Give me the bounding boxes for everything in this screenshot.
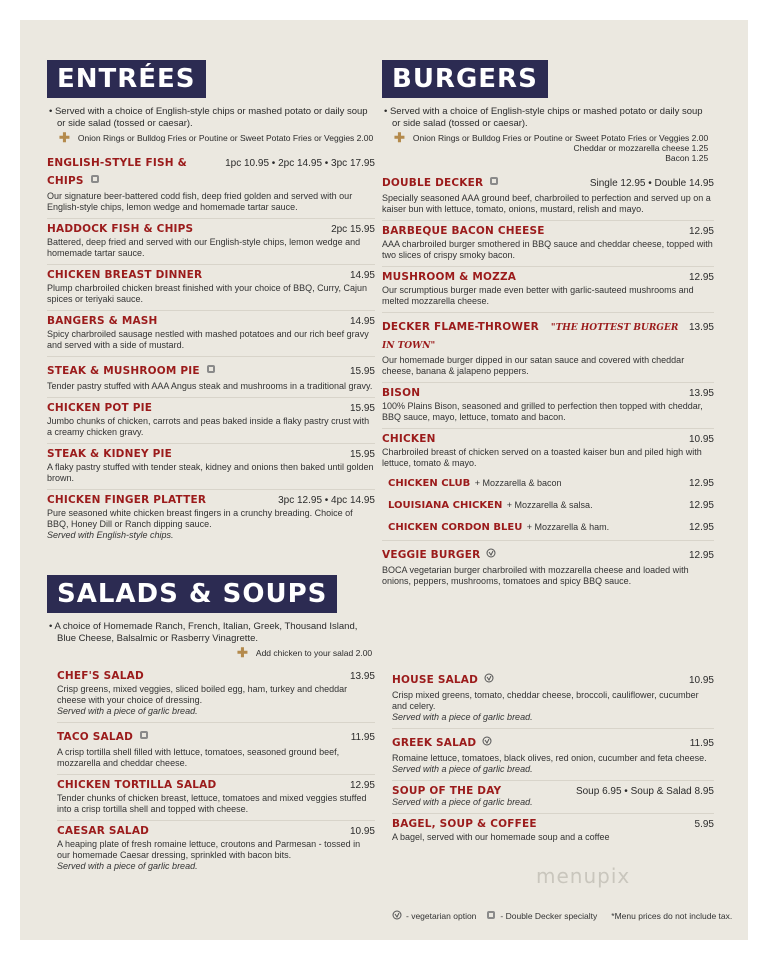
- item-note: Served with a piece of garlic bread.: [57, 861, 198, 872]
- plus-icon: ✚: [59, 130, 70, 145]
- item-name: CHICKEN: [382, 433, 436, 446]
- item-desc: BOCA vegetarian burger charbroiled with mozzarella cheese and loaded with onions, peppers, mushrooms, tomatoes and spicy BBQ sauce.: [382, 565, 689, 587]
- sub-item-desc: + Mozzarella & bacon: [474, 478, 562, 489]
- item-price: 12.95: [688, 272, 714, 284]
- list-item: [47, 311, 375, 357]
- item-desc: Our signature beer-battered codd fish, deep fried golden and served with our English-style chips, lemon wedge and homemade tartar sauce.: [47, 191, 353, 213]
- item-desc: Pure seasoned white chicken breast fingers in a crunchy breading. Choice of BBQ, Honey Dill or Ranch dipping sauce.: [47, 508, 353, 530]
- entrees-intro: [47, 106, 375, 143]
- entrees-intro-line1: • Served with a choice of English-style chips or mashed potato or daily soup: [49, 106, 368, 117]
- vegetarian-icon: [482, 733, 492, 751]
- item-desc: Tender pastry stuffed with AAA Angus steak and mushrooms in a traditional gravy.: [47, 381, 373, 392]
- list-item: [47, 149, 375, 219]
- item-price: 2pc 15.95: [331, 224, 375, 236]
- item-name: GREEK SALAD: [392, 737, 477, 750]
- plus-icon: ✚: [394, 130, 405, 145]
- item-name: DECKER FLAME-THROWER: [382, 321, 539, 334]
- item-note: Served with a piece of garlic bread.: [392, 764, 533, 775]
- sub-item: [382, 473, 714, 491]
- item-desc: Our scrumptious burger made even better with garlic-sauteed mushrooms and melted mozzarella cheese.: [382, 285, 694, 307]
- item-name: CHEF'S SALAD: [57, 670, 144, 682]
- item-name: CHICKEN POT PIE: [47, 402, 153, 415]
- item-price: Single 12.95 • Double 14.95: [589, 178, 714, 190]
- item-price: 10.95: [688, 434, 714, 446]
- salads-intro-line1: • A choice of Homemade Ranch, French, Italian, Greek, Thousand Island,: [49, 621, 358, 632]
- item-price: 1pc 10.95 • 2pc 14.95 • 3pc 17.95: [225, 158, 375, 169]
- list-item: [392, 781, 714, 814]
- legend: [392, 910, 732, 922]
- item-price: 15.95: [349, 449, 375, 461]
- sub-item-price: 12.95: [688, 500, 714, 512]
- item-desc: AAA charbroiled burger smothered in BBQ sauce and cheddar cheese, topped with two slices of crispy smoky bacon.: [382, 239, 713, 261]
- list-item: [382, 541, 714, 592]
- list-item: [47, 219, 375, 265]
- burgers-intro-line2: or side salad (tossed or caesar).: [392, 118, 528, 129]
- entrees-list: [47, 149, 375, 546]
- salads-intro-line2: Blue Cheese, Balsalmic or Rasberry Vinagrette.: [57, 633, 259, 644]
- item-desc: Specially seasoned AAA ground beef, charbroiled to perfection and served up on a kaiser bun with lettuce, tomato, onions, mustard, relish and mayo.: [382, 193, 711, 215]
- item-tagline: "THE HOTTEST BURGER IN TOWN": [382, 323, 679, 352]
- list-item: [57, 775, 375, 821]
- sub-item-desc: + Mozzarella & salsa.: [506, 500, 593, 511]
- sub-item-desc: + Mozzarella & ham.: [526, 522, 610, 533]
- item-name: HADDOCK FISH & CHIPS: [47, 223, 194, 236]
- item-price: 13.95: [688, 388, 714, 400]
- item-desc: Tender chunks of chicken breast, lettuce, tomatoes and mixed veggies stuffed into a crisp tortilla shell and topped with cheese.: [57, 793, 367, 815]
- sub-item-name: LOUISIANA CHICKEN: [388, 500, 503, 512]
- sub-item-price: 12.95: [688, 478, 714, 490]
- item-name: BANGERS & MASH: [47, 315, 158, 328]
- item-name: BAGEL, SOUP & COFFEE: [392, 818, 537, 831]
- double-decker-icon: [90, 171, 100, 189]
- burgers-extras: [382, 130, 714, 163]
- item-desc: Crisp mixed greens, tomato, cheddar cheese, broccoli, cauliflower, cucumber and celery.: [392, 690, 699, 712]
- list-item: [382, 267, 714, 313]
- item-name: BISON: [382, 387, 421, 400]
- item-name: DOUBLE DECKER: [382, 177, 484, 190]
- item-desc: Spicy charbroiled sausage nestled with mashed potatoes and our rich beef gravy and served with a side of mustard.: [47, 329, 369, 351]
- item-price: 10.95: [688, 675, 714, 687]
- list-item: [392, 666, 714, 729]
- burgers-title: BURGERS: [382, 60, 548, 98]
- item-desc: Battered, deep fried and served with our English-style chips, lemon wedge and homemade tartar sauce.: [47, 237, 361, 259]
- item-price: 14.95: [349, 270, 375, 282]
- item-price: 14.95: [349, 316, 375, 328]
- entrees-extras-text: Onion Rings or Bulldog Fries or Poutine or Sweet Potato Fries or Veggies 2.00: [77, 133, 374, 143]
- salads-intro: [47, 621, 377, 658]
- list-item: [47, 398, 375, 444]
- list-item: [382, 221, 714, 267]
- salads-extras-text: Add chicken to your salad 2.00: [255, 648, 373, 658]
- item-price: 13.95: [349, 671, 375, 682]
- list-item: [47, 357, 375, 398]
- plus-icon: ✚: [237, 645, 248, 660]
- list-item: [392, 729, 714, 781]
- legend-vegetarian: - vegetarian option: [406, 911, 477, 921]
- item-note: Served with a piece of garlic bread.: [392, 797, 533, 808]
- burgers-section: [382, 60, 714, 592]
- burgers-extras-bacon: Bacon 1.25: [665, 153, 709, 163]
- item-desc: Jumbo chunks of chicken, carrots and peas baked inside a flaky pastry crust with a creamy chicken gravy.: [47, 416, 370, 438]
- legend-double-decker: - Double Decker specialty: [500, 911, 598, 921]
- sub-item-price: 12.95: [688, 522, 714, 534]
- legend-tax-note: *Menu prices do not include tax.: [611, 911, 733, 921]
- entrees-extras: [47, 130, 375, 145]
- double-decker-icon: [489, 173, 499, 191]
- item-desc: Charbroiled breast of chicken served on a toasted kaiser bun and piled high with lettuce, tomato & mayo.: [382, 447, 702, 469]
- double-decker-icon: [206, 361, 216, 379]
- burgers-intro-line1: • Served with a choice of English-style chips or mashed potato or daily soup: [384, 106, 703, 117]
- double-decker-icon: [139, 727, 149, 745]
- burgers-list: [382, 169, 714, 592]
- sub-item-name: CHICKEN CORDON BLEU: [388, 522, 523, 534]
- item-name: STEAK & KIDNEY PIE: [47, 448, 172, 461]
- salads-header: [47, 575, 377, 658]
- item-name: MUSHROOM & MOZZA: [382, 271, 517, 284]
- vegetarian-icon: [392, 910, 402, 922]
- item-desc: Romaine lettuce, tomatoes, black olives, red onion, cucumber and feta cheese.: [392, 753, 707, 764]
- item-note: Served with a piece of garlic bread.: [57, 706, 198, 716]
- vegetarian-icon: [484, 670, 494, 688]
- list-item: [57, 666, 375, 723]
- item-name: VEGGIE BURGER: [382, 549, 481, 562]
- salads-extras: [47, 645, 377, 660]
- item-name: CAESAR SALAD: [57, 825, 150, 838]
- item-desc: Our homemade burger dipped in our satan sauce and covered with cheddar cheese, banana & jalapeno peppers.: [382, 355, 685, 377]
- entrees-intro-line2: or side salad (tossed or caesar).: [57, 118, 193, 129]
- sub-item: [382, 495, 714, 513]
- item-price: 12.95: [688, 550, 714, 562]
- item-note: Served with a piece of garlic bread.: [392, 712, 533, 723]
- item-name: SOUP OF THE DAY: [392, 785, 502, 798]
- item-desc: A heaping plate of fresh romaine lettuce, croutons and Parmesan - tossed in our homemade Caesar dressing, sprinkled with bacon bits.: [57, 839, 361, 861]
- list-item: [57, 723, 375, 775]
- item-price: 15.95: [349, 366, 375, 378]
- item-price: 10.95: [349, 826, 375, 838]
- list-item: [382, 383, 714, 429]
- item-price: 15.95: [349, 403, 375, 415]
- item-name: CHICKEN FINGER PLATTER: [47, 494, 207, 507]
- sub-item: [382, 517, 714, 535]
- item-price: 11.95: [350, 732, 375, 744]
- item-price: 12.95: [688, 226, 714, 238]
- item-name: HOUSE SALAD: [392, 674, 479, 687]
- entrees-title: ENTRÉES: [47, 60, 206, 98]
- sub-item-name: CHICKEN CLUB: [388, 478, 471, 490]
- list-item: [382, 429, 714, 541]
- item-price: 3pc 12.95 • 4pc 14.95: [278, 495, 375, 507]
- watermark: menupix: [536, 864, 631, 888]
- item-price: Soup 6.95 • Soup & Salad 8.95: [575, 786, 714, 798]
- list-item: [392, 814, 714, 848]
- item-note: Served with English-style chips.: [47, 530, 174, 541]
- item-desc: 100% Plains Bison, seasoned and grilled to perfection then topped with cheddar, BBQ sauce, mayo, lettuce, tomato and bacon.: [382, 401, 703, 423]
- item-price: 13.95: [688, 322, 714, 334]
- item-name: CHICKEN BREAST DINNER: [47, 269, 203, 282]
- burgers-intro: [382, 106, 714, 163]
- list-item: [382, 313, 714, 383]
- salads-right-list: [392, 666, 714, 848]
- item-name: STEAK & MUSHROOM PIE: [47, 365, 200, 378]
- item-name: CHICKEN TORTILLA SALAD: [57, 779, 217, 792]
- salads-title: SALADS & SOUPS: [47, 575, 337, 613]
- list-item: [47, 265, 375, 311]
- item-name: ENGLISH-STYLE FISH & CHIPS: [47, 157, 187, 188]
- vegetarian-icon: [486, 545, 496, 563]
- item-desc: Plump charbroiled chicken breast finished with your choice of BBQ, Curry, Cajun spices or teriyaki sauce.: [47, 283, 367, 305]
- item-desc: Crisp greens, mixed veggies, sliced boiled egg, ham, turkey and cheddar cheese with your choice of dressing.: [57, 684, 348, 705]
- list-item: [382, 169, 714, 221]
- burgers-extras-text: Onion Rings or Bulldog Fries or Poutine or Sweet Potato Fries or Veggies 2.00: [412, 133, 709, 143]
- item-name: BARBEQUE BACON CHEESE: [382, 225, 545, 238]
- list-item: [57, 821, 375, 877]
- salads-left-list: [57, 666, 375, 877]
- item-price: 5.95: [694, 819, 714, 831]
- item-price: 12.95: [349, 780, 375, 792]
- list-item: [47, 444, 375, 490]
- item-desc: A flaky pastry stuffed with tender steak, kidney and onions then baked until golden brown.: [47, 462, 374, 484]
- entrees-section: [47, 60, 375, 546]
- item-desc: A crisp tortilla shell filled with lettuce, tomatoes, seasoned ground beef, mozzarella and cheddar cheese.: [57, 747, 340, 769]
- double-decker-icon: [486, 910, 496, 922]
- list-item: [47, 490, 375, 546]
- item-desc: A bagel, served with our homemade soup and a coffee: [392, 832, 610, 843]
- burgers-extras-cheese: Cheddar or mozzarella cheese 1.25: [573, 143, 709, 153]
- item-name: TACO SALAD: [57, 731, 133, 744]
- item-price: 11.95: [689, 738, 714, 750]
